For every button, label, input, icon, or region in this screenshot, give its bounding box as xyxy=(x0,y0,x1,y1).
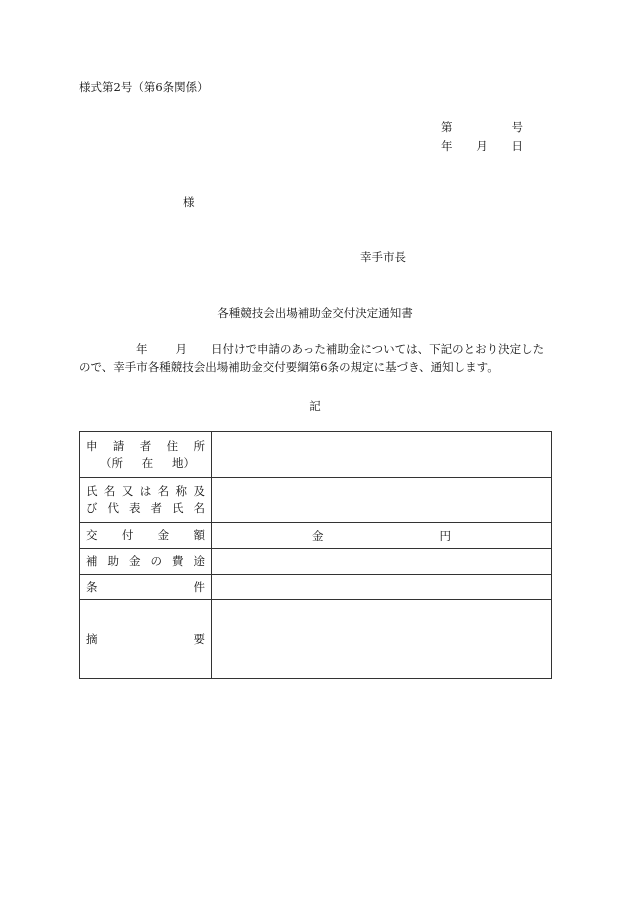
char: 件 xyxy=(193,579,205,594)
table-row-name xyxy=(80,478,552,523)
amount-prefix: 金 xyxy=(312,528,324,543)
char: 在 xyxy=(141,455,154,470)
body-year: 年 xyxy=(136,342,148,356)
number-prefix: 第 xyxy=(441,120,453,134)
char: 称 xyxy=(175,484,188,498)
table-row-purpose xyxy=(80,549,552,575)
date-year: 年 xyxy=(441,139,453,153)
label-grant-purpose xyxy=(80,549,212,575)
char: 金 xyxy=(129,554,141,568)
value-conditions xyxy=(212,575,552,600)
label-name-representative xyxy=(80,478,212,523)
label-line xyxy=(86,500,205,517)
ki-heading: 記 xyxy=(309,399,321,413)
value-grant-amount xyxy=(212,523,552,549)
document-title: 各種競技会出場補助金交付決定通知書 xyxy=(217,306,413,320)
form-number-label: 様式第2号（第6条関係） xyxy=(79,80,209,94)
char: 交 xyxy=(86,528,98,542)
char: 補 xyxy=(86,554,98,568)
char: 所 xyxy=(193,438,205,453)
details-table xyxy=(79,431,552,679)
value-remarks xyxy=(212,600,552,679)
char: 付 xyxy=(121,528,134,542)
label-line xyxy=(86,483,205,500)
date-day: 日 xyxy=(511,139,523,153)
number-suffix: 号 xyxy=(511,120,523,134)
body-month: 月 xyxy=(175,342,187,356)
char: は xyxy=(139,484,152,498)
char: 氏 xyxy=(86,484,98,498)
char: 者 xyxy=(150,501,162,515)
char: 氏 xyxy=(172,501,184,515)
char: び xyxy=(86,501,98,515)
char: 者 xyxy=(139,438,152,453)
char: 額 xyxy=(193,528,205,542)
label-grant-amount xyxy=(80,523,212,549)
issuer-name: 幸手市長 xyxy=(360,250,406,264)
char: 又 xyxy=(121,484,134,498)
body-text-line-1 xyxy=(136,341,544,357)
table-row-applicant-address xyxy=(80,432,552,478)
char: 名 xyxy=(157,484,170,498)
char: 表 xyxy=(129,501,141,515)
table-row-amount xyxy=(80,523,552,549)
char: 要 xyxy=(193,631,205,646)
char: 費 xyxy=(172,554,184,568)
value-name-representative xyxy=(212,478,552,523)
char: 金 xyxy=(157,528,170,542)
char: 名 xyxy=(103,484,116,498)
label-line xyxy=(86,455,205,472)
char: 請 xyxy=(112,438,125,453)
table-row-remarks xyxy=(80,600,552,679)
char: 住 xyxy=(166,438,179,453)
char: （所 xyxy=(100,455,123,470)
addressee-honorific: 様 xyxy=(183,195,195,209)
label-applicant-address xyxy=(80,432,212,478)
char: 申 xyxy=(86,438,98,453)
table-row-conditions xyxy=(80,575,552,600)
label-conditions xyxy=(80,575,212,600)
body-line1-rest: 日付けで申請のあった補助金については、下記のとおり決定した xyxy=(211,342,545,356)
char: 代 xyxy=(107,501,119,515)
char: 名 xyxy=(193,501,205,515)
date-line xyxy=(441,138,523,154)
label-remarks xyxy=(80,600,212,679)
value-applicant-address xyxy=(212,432,552,478)
document-number-line xyxy=(441,119,523,135)
char: 途 xyxy=(193,554,205,568)
label-line xyxy=(86,438,205,455)
date-month: 月 xyxy=(476,139,488,153)
char: 地） xyxy=(172,455,195,470)
body-text-line-2: ので、幸手市各種競技会出場補助金交付要綱第6条の規定に基づき、通知します。 xyxy=(79,360,499,374)
char: の xyxy=(150,554,162,568)
char: 摘 xyxy=(86,631,98,646)
char: 助 xyxy=(107,554,119,568)
char: 及 xyxy=(193,484,205,498)
value-grant-purpose xyxy=(212,549,552,575)
char: 条 xyxy=(86,579,98,594)
amount-suffix: 円 xyxy=(439,528,451,543)
